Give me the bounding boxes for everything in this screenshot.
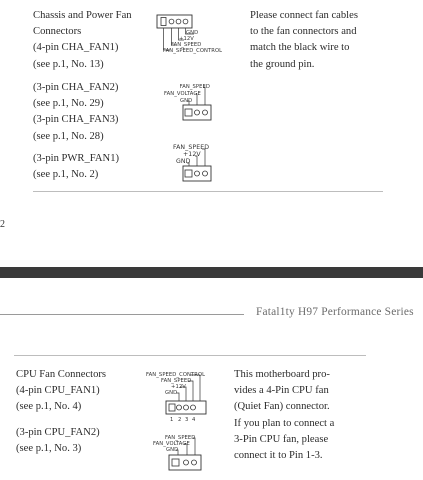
pin-label-fan-voltage: FAN_VOLTAGE [164, 91, 201, 97]
note-line: to the fan connectors and [250, 26, 357, 38]
pin-label-gnd: GND [180, 98, 193, 104]
desc-line: (3-pin CHA_FAN3) [33, 114, 119, 126]
desc-line: (3-pin CPU_FAN2) [16, 427, 100, 438]
note-line: match the black wire to [250, 42, 350, 54]
cpu-fan1-description [16, 367, 141, 416]
note-line: If you plan to connect a [234, 417, 335, 429]
note-line: 3-Pin CPU fan, please [234, 433, 329, 445]
note-line: Please connect fan cables [250, 10, 358, 21]
pin-label-fan-speed: FAN_SPEED [161, 378, 192, 384]
desc-line: (see p.1, No. 2) [33, 169, 99, 181]
desc-line: (4-pin CPU_FAN1) [16, 385, 100, 397]
pin-label-fan-speed: FAN_SPEED [165, 435, 196, 441]
cha-fan1-description [33, 8, 163, 73]
pin-label-12v: +12V [183, 151, 201, 158]
three-pin-connector-diagram [175, 84, 235, 124]
desc-line: (see p.1, No. 4) [16, 401, 82, 413]
desc-line: (see p.1, No. 13) [33, 58, 104, 70]
fan-connection-note [250, 8, 410, 73]
note-line: vides a 4-Pin CPU fan [234, 385, 329, 397]
pin-label-gnd: GND [166, 447, 179, 453]
pin-label-fan-speed: FAN_SPEED [171, 42, 202, 48]
three-pin-connector-diagram [165, 436, 215, 476]
desc-line: (3-pin PWR_FAN1) [33, 153, 120, 164]
header-rule [0, 314, 244, 315]
pin-label-fan-speed-control: FAN_SPEED_CONTROL [163, 48, 223, 54]
pin-label-12v: +12V [179, 36, 194, 42]
pwr-fan1-description [33, 151, 163, 183]
note-line: This motherboard pro- [234, 369, 330, 380]
pin-label-fan-speed: FAN_SPEED [173, 144, 210, 151]
desc-line: (see p.1, No. 28) [33, 130, 104, 142]
cpu-fan2-description [16, 425, 141, 457]
page-number: 2 [0, 219, 5, 230]
desc-line: Chassis and Power Fan [33, 10, 132, 21]
four-pin-connector-diagram [164, 372, 224, 422]
cha-fan2-3-description [33, 80, 163, 145]
pin-number: 3 [185, 417, 189, 423]
pin-number: 2 [178, 417, 182, 423]
page-header-title: Fatal1ty H97 Performance Series [256, 306, 414, 318]
cpu-fan-note [234, 367, 384, 464]
pin-label-fan-voltage: FAN_VOLTAGE [153, 441, 190, 447]
pin-label-fan-speed: FAN_SPEED [179, 84, 210, 90]
page-break-band [0, 267, 423, 278]
desc-line: (4-pin CHA_FAN1) [33, 42, 119, 54]
desc-line: (see p.1, No. 3) [16, 443, 82, 455]
pin-label-gnd: GND [165, 390, 178, 396]
note-line: connect it to Pin 1-3. [234, 450, 323, 462]
desc-line: Connectors [33, 26, 82, 38]
pin-label-gnd: GND [186, 30, 199, 36]
note-line: (Quiet Fan) connector. [234, 401, 330, 413]
desc-line: (3-pin CHA_FAN2) [33, 82, 119, 93]
pin-label-gnd: GND [176, 158, 191, 165]
three-pin-connector-diagram [175, 145, 235, 185]
pin-label-fan-speed-control: FAN_SPEED_CONTROL [146, 372, 206, 378]
desc-line: (see p.1, No. 29) [33, 98, 104, 110]
pin-number: 1 [170, 417, 174, 423]
note-line: the ground pin. [250, 58, 315, 70]
desc-line: CPU Fan Connectors [16, 369, 107, 380]
section-divider-line [33, 191, 383, 192]
section-top-rule [14, 355, 366, 356]
pin-label-12v: +12V [171, 384, 186, 390]
pin-number: 4 [192, 417, 196, 423]
